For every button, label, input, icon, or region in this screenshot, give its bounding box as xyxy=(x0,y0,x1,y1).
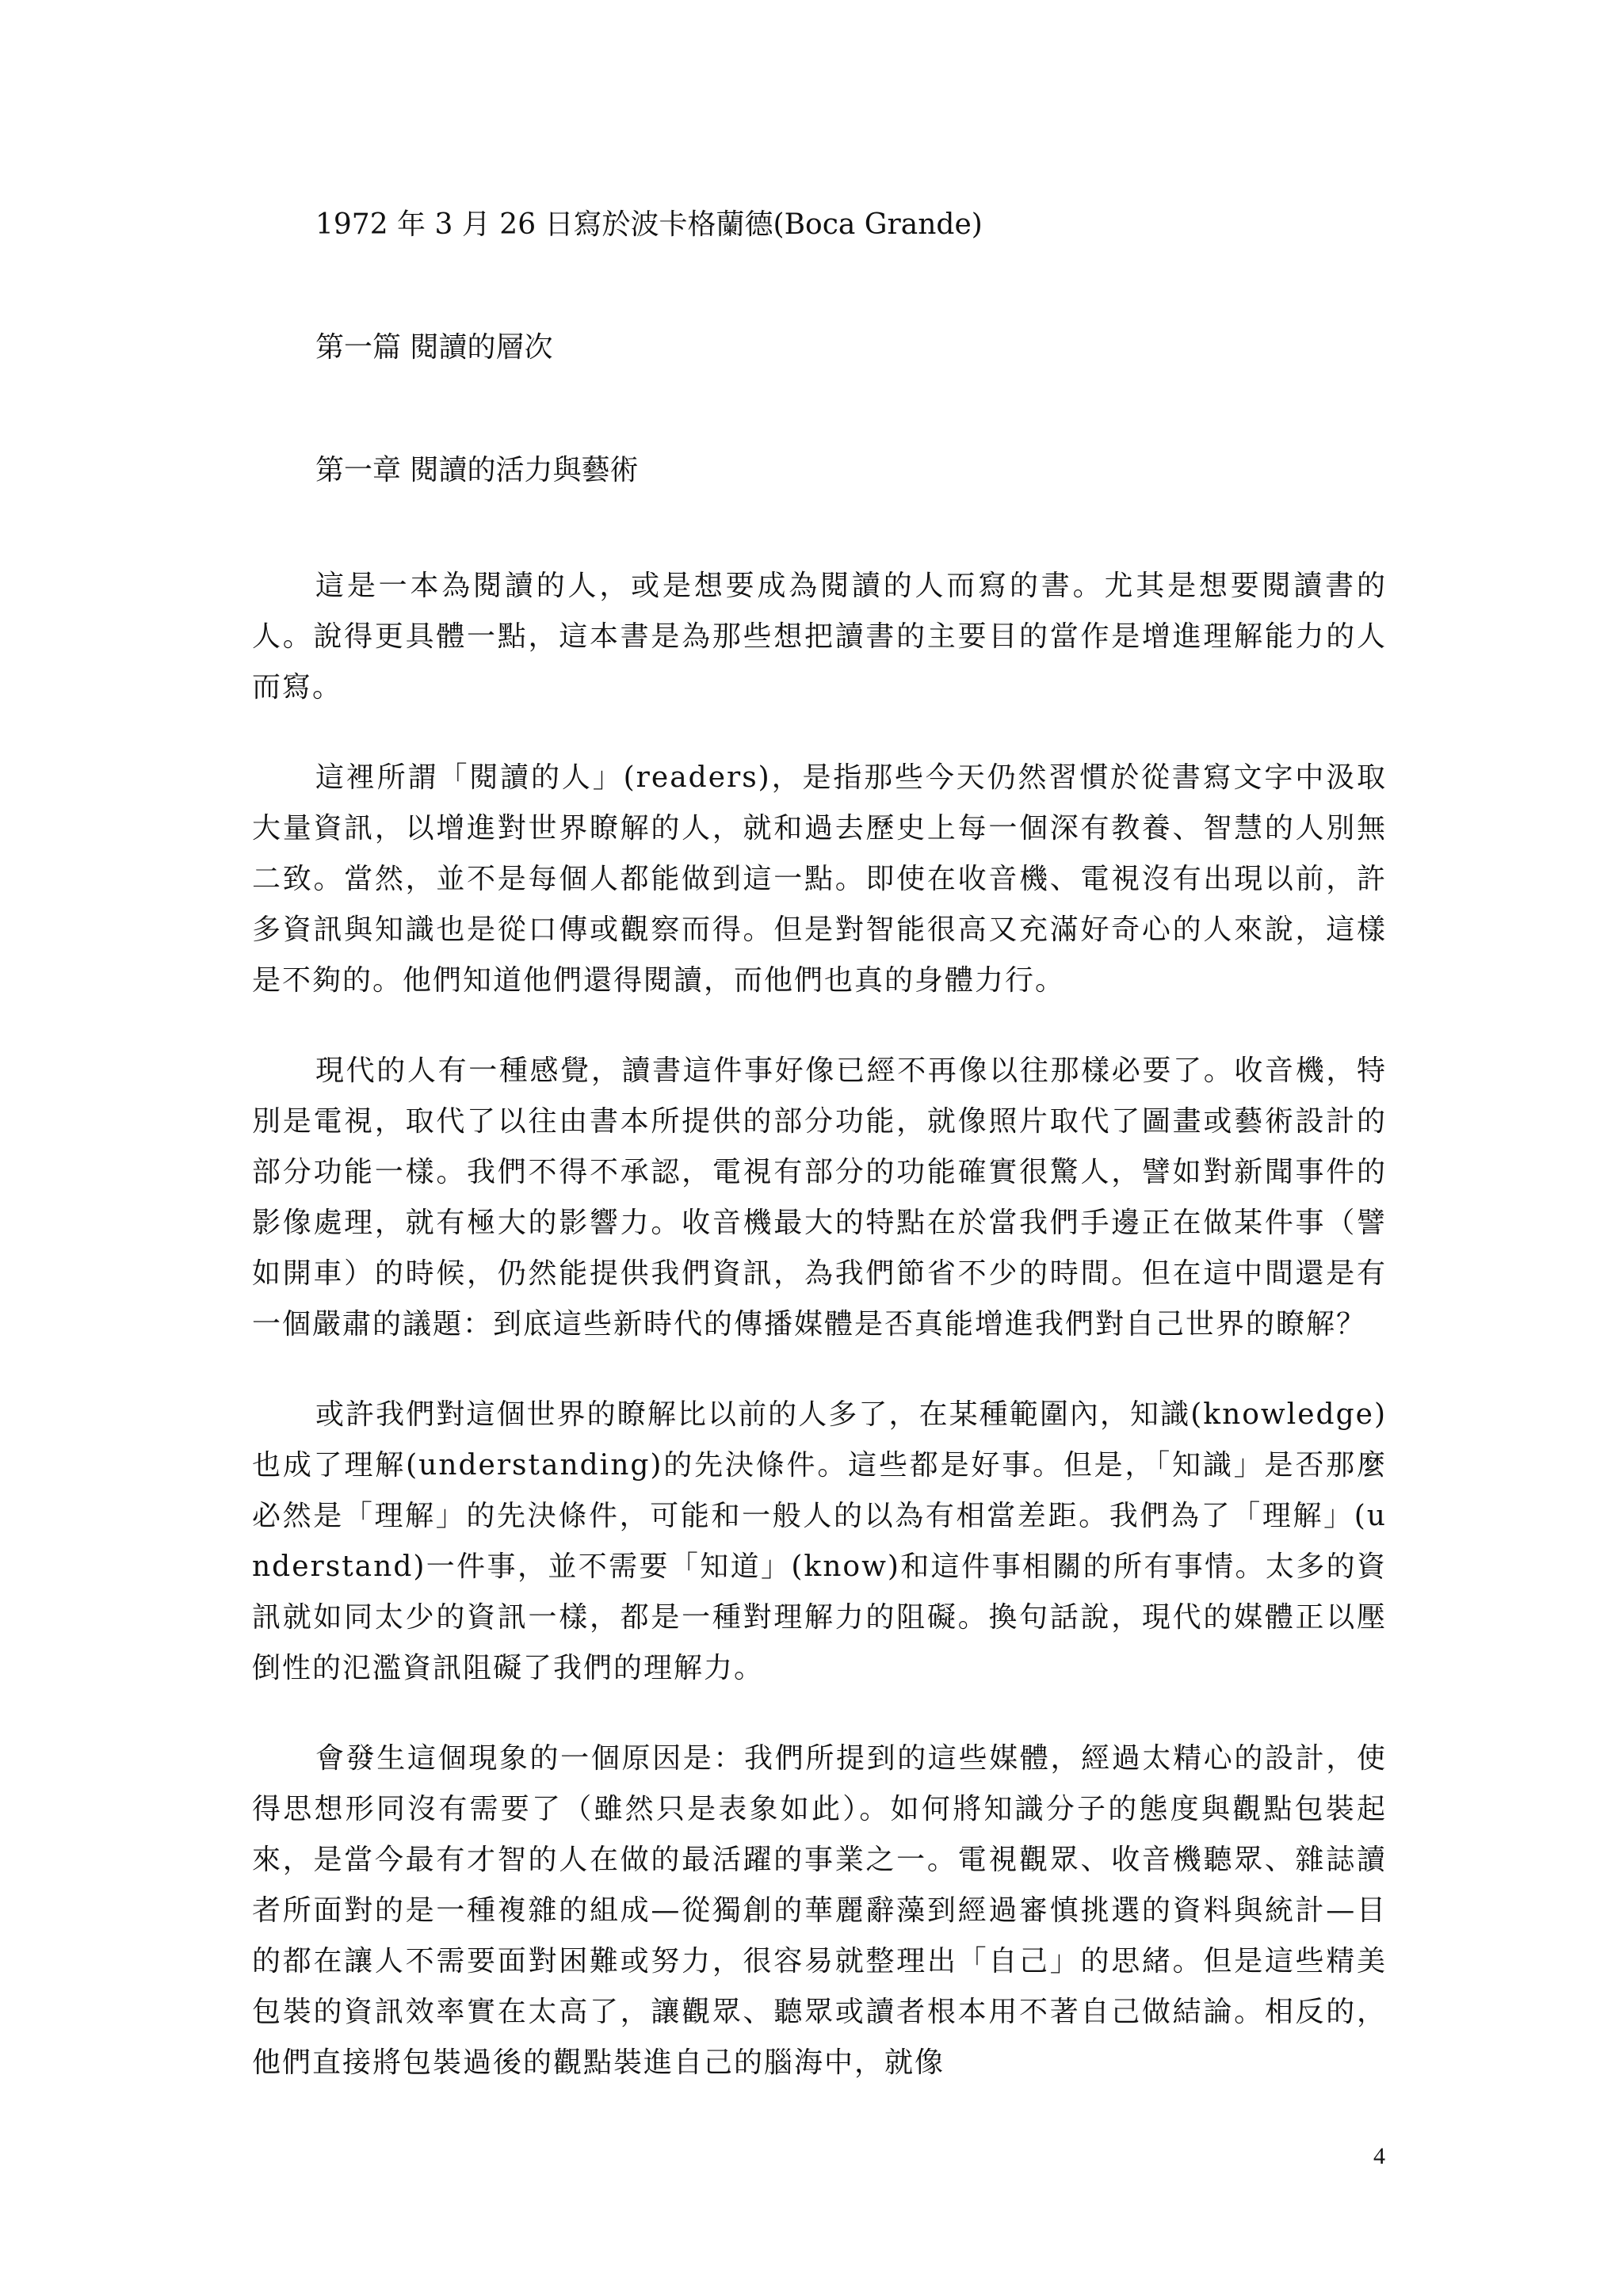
part-title: 第一篇 閱讀的層次 xyxy=(315,331,553,364)
page-number: 4 xyxy=(1373,2143,1385,2169)
text-column xyxy=(252,204,1387,2128)
chapter-title: 第一章 閱讀的活力與藝術 xyxy=(315,454,639,486)
paragraph-2: 這裡所謂「閱讀的人」(readers)，是指那些今天仍然習慣於從書寫文字中汲取大量資訊，以增進對世界瞭解的人，就和過去歷史上每一個深有教養、智慧的人別無二致。當然，並不是每個人都能做到這一點。即使在收音機、電視沒有出現以前，許多資訊與知識也是從口傳或觀察而得。但是對智能很高又充滿好奇心的人來說，這樣是不夠的。他們知道他們還得閱讀，而他們也真的身體力行。 xyxy=(252,761,1387,997)
paragraph-5: 會發生這個現象的一個原因是：我們所提到的這些媒體，經過太精心的設計，使得思想形同沒有需要了（雖然只是表象如此）。如何將知識分子的態度與觀點包裝起來，是當今最有才智的人在做的最活躍的事業之一。電視觀眾、收音機聽眾、雜誌讀者所面對的是一種複雜的組成—從獨創的華麗辭藻到經過審慎挑選的資料與統計—目的都在讓人不需要面對困難或努力，很容易就整理出「自己」的思緒。但是這些精美包裝的資訊效率實在太高了，讓觀眾、聽眾或讀者根本用不著自己做結論。相反的，他們直接將包裝過後的觀點裝進自己的腦海中，就像 xyxy=(252,1742,1387,2079)
date-line: 1972 年 3 月 26 日寫於波卡格蘭德(Boca Grande) xyxy=(315,208,983,241)
paragraph-1: 這是一本為閱讀的人，或是想要成為閱讀的人而寫的書。尤其是想要閱讀書的人。說得更具體一點，這本書是為那些想把讀書的主要目的當作是增進理解能力的人而寫。 xyxy=(252,570,1387,704)
paragraph-4: 或許我們對這個世界的瞭解比以前的人多了，在某種範圍內，知識(knowledge)也成了理解(understanding)的先決條件。這些都是好事。但是，「知識」是否那麼必然是「理解」的先決條件，可能和一般人的以為有相當差距。我們為了「理解」(understand)一件事，並不需要「知道」(know)和這件事相關的所有事情。太多的資訊就如同太少的資訊一樣，都是一種對理解力的阻礙。換句話說，現代的媒體正以壓倒性的氾濫資訊阻礙了我們的理解力。 xyxy=(252,1398,1387,1684)
paragraph-3: 現代的人有一種感覺，讀書這件事好像已經不再像以往那樣必要了。收音機，特別是電視，取代了以往由書本所提供的部分功能，就像照片取代了圖畫或藝術設計的部分功能一樣。我們不得不承認，電視有部分的功能確實很驚人，譬如對新聞事件的影像處理，就有極大的影響力。收音機最大的特點在於當我們手邊正在做某件事（譬如開車）的時候，仍然能提供我們資訊，為我們節省不少的時間。但在這中間還是有一個嚴肅的議題：到底這些新時代的傳播媒體是否真能增進我們對自己世界的瞭解？ xyxy=(252,1055,1387,1341)
